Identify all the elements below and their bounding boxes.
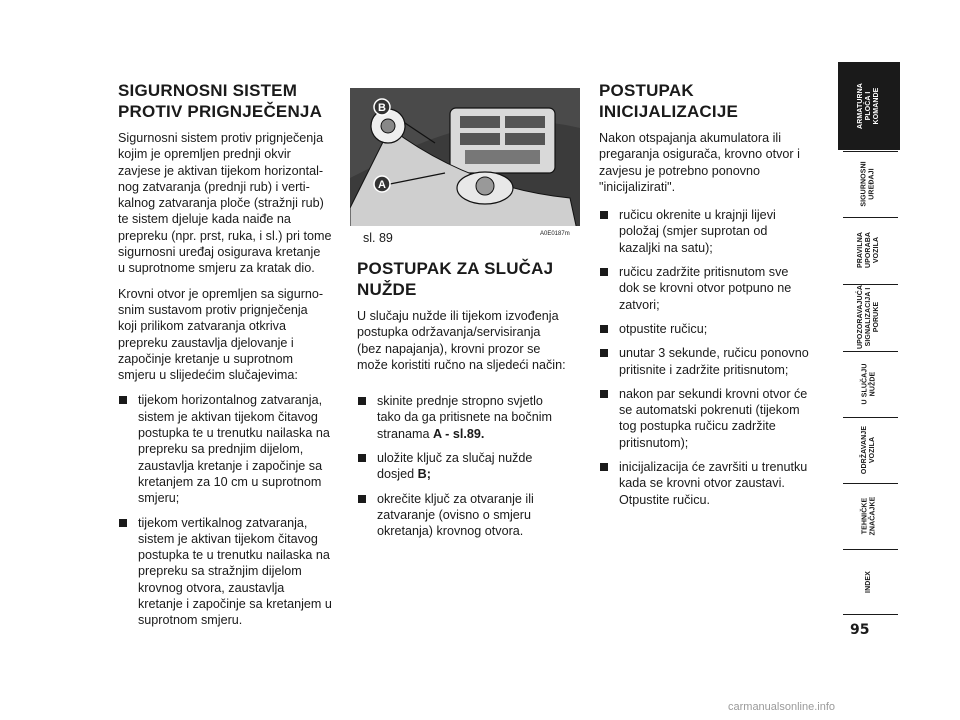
bullet-square-icon [357, 494, 366, 503]
callout-b: B [378, 102, 386, 114]
text-line: zavjese je aktivan tijekom horizontal- [118, 163, 324, 178]
bullet-line: otpustite ručicu; [619, 321, 708, 336]
sidebar-divider [843, 351, 898, 352]
sidebar-tab-label-line: PRAVILNA [857, 231, 864, 269]
bullet-line: prepreku sa stražnjim dijelom [138, 564, 302, 579]
bullet-line: tog postupka ručicu zadržite [619, 419, 776, 434]
bullet-square-icon [357, 396, 366, 405]
sidebar-tab-label [857, 83, 881, 129]
sidebar-tab[interactable] [838, 218, 900, 282]
sidebar-tab-label [857, 232, 881, 268]
sidebar-tab-label [857, 285, 881, 349]
bullet-line: kretanje i započinje sa kretanjem u [138, 597, 332, 612]
bullet-line: sistem je aktivan tijekom čitavog [138, 409, 318, 424]
text-line: prepreku zaustavlja djelovanje i [118, 335, 294, 350]
watermark: carmanualsonline.info [728, 701, 836, 713]
figure-code: A0E0187m [540, 231, 570, 237]
bullet-square-icon [599, 267, 608, 276]
sidebar-tab-label-line: UPORABA [865, 231, 872, 269]
text-line: započinje kretanje u suprotnom [118, 351, 294, 366]
sidebar-tab-label-line: TEHNIČKE [860, 497, 868, 535]
section-title-emergency [357, 258, 579, 300]
bullet-line [377, 466, 579, 482]
sidebar-tab-label-line: ODRŽAVANJE [860, 425, 868, 475]
bullet-line: postupka te u trenutku nailaska na [138, 426, 330, 441]
bullet-square-icon [118, 395, 127, 404]
column-anti-pinch [118, 80, 336, 637]
title-line: INICIJALIZACIJE [599, 102, 739, 121]
sidebar-divider [843, 217, 898, 218]
bullet-line: prepreku sa prednjim dijelom, [138, 442, 304, 457]
sidebar-tab-label-line: VOZILA [873, 236, 880, 264]
bullet-line: uložite ključ za slučaj nužde [377, 451, 533, 466]
page-number: 95 [850, 622, 870, 638]
sidebar-divider [843, 284, 898, 285]
sidebar-tab-label-line: VOZILA [868, 436, 876, 464]
bullet-line: ručicu okrenite u krajnji lijevi [619, 208, 776, 223]
title-line: PROTIV PRIGNJEČENJA [118, 102, 323, 121]
text-line: te sistem djeluje kada naiđe na [118, 212, 291, 227]
bullet-line: unutar 3 sekunde, ručicu ponovno [619, 346, 809, 361]
sidebar-tab-label-line: U SLUČAJU [861, 363, 868, 405]
bullet-item [599, 459, 817, 508]
callout-a: A [378, 179, 386, 191]
sidebar-tab[interactable] [838, 550, 900, 614]
sidebar-tab-label-line: SIGNALIZACIJA I [865, 287, 873, 347]
sidebar-tab-label-line: INDEX [865, 571, 872, 593]
title-line: POSTUPAK [599, 81, 694, 100]
sidebar-divider [843, 417, 898, 418]
column-initialization [599, 80, 817, 516]
sidebar-tab[interactable] [838, 152, 900, 216]
sidebar-tab-label [861, 364, 877, 405]
bullet-square-icon [599, 348, 608, 357]
bullet-item [599, 264, 817, 313]
bullet-line: pritisnutom); [619, 435, 689, 450]
text-line: smjeru u slijedećim slučajevima: [118, 368, 298, 383]
bullet-line [377, 426, 579, 442]
sidebar-divider [843, 483, 898, 484]
text-line: u suprotnome smjeru za kratak dio. [118, 261, 315, 276]
title-line: POSTUPAK ZA SLUČAJ [357, 259, 554, 278]
sidebar-tab-label [861, 497, 877, 536]
sidebar-divider [843, 614, 898, 615]
bullet-text: dosjed [377, 467, 418, 482]
sidebar-tab-label-line: ZNAČAJKE [868, 496, 876, 536]
text-line: koji prilikom zatvaranja otkriva [118, 319, 286, 334]
bullet-line: kretanjem za 10 cm u suprotnom [138, 474, 322, 489]
sidebar-tab[interactable] [838, 285, 900, 349]
sidebar-tab-label-line: SIGURNOSNI [861, 161, 868, 207]
title-line: SIGURNOSNI SISTEM [118, 81, 298, 100]
paragraph [118, 286, 336, 384]
text-line: (bez napajanja), krovni prozor se [357, 341, 541, 356]
text-line: Sigurnosni sistem protiv prignječenja [118, 131, 324, 145]
bullet-line: kazaljki na satu); [619, 240, 713, 255]
sidebar-tab-label-line: UREĐAJI [869, 168, 876, 200]
sidebar-tab-label [861, 161, 877, 206]
bullet-item [118, 515, 336, 629]
bullet-bold-ref: B; [417, 467, 431, 482]
sidebar-tab-label-line: KOMANDE [873, 87, 880, 125]
bullet-square-icon [599, 389, 608, 398]
bullet-square-icon [599, 462, 608, 471]
sidebar-tab-label-line: PORUKE [873, 301, 881, 333]
title-line: NUŽDE [357, 280, 417, 299]
bullet-item [118, 392, 336, 506]
bullet-item [357, 450, 579, 483]
text-line: kojim je opremljen prednji okvir [118, 147, 291, 162]
roof-console-illustration [350, 88, 580, 244]
paragraph [118, 130, 336, 277]
figure-caption: sl. 89 [363, 231, 393, 245]
bullet-line: zatvaranje (ovisno o smjeru [377, 507, 531, 522]
bullet-line: skinite prednje stropno svjetlo [377, 394, 543, 409]
bullet-line: krovnog otvora, zaustavlja [138, 580, 285, 595]
sidebar-tab-label-line: ARMATURNA [857, 83, 864, 129]
paragraph [357, 308, 579, 373]
bullet-item [599, 386, 817, 451]
bullet-line: okrečite ključ za otvaranje ili [377, 491, 534, 506]
text-line: snim sustavom protiv prignječenja [118, 302, 308, 317]
bullet-line: okretanja) krovnog otvora. [377, 524, 524, 539]
bullet-line: dok se krovni otvor potpuno ne [619, 281, 792, 296]
bullet-bold-ref: A - sl.89. [433, 426, 485, 441]
bullet-line: se automatski pokrenuti (tijekom [619, 403, 800, 418]
bullet-item [599, 321, 817, 337]
text-line: može koristiti ručno na sljedeći način: [357, 357, 566, 372]
sidebar-tab[interactable] [838, 352, 900, 416]
text-line: U slučaju nužde ili tijekom izvođenja [357, 309, 559, 323]
bullet-line: ručicu zadržite pritisnutom sve [619, 265, 789, 280]
column-emergency [357, 258, 579, 548]
bullet-line: smjeru; [138, 491, 180, 506]
section-title-anti-pinch [118, 80, 336, 122]
section-title-initialization [599, 80, 817, 122]
text-line: kalnog zatvaranja ploče (stražnji rub) [118, 196, 324, 211]
text-line: postupka održavanja/servisiranja [357, 325, 541, 340]
text-line: zavjesu je potrebno ponovno [599, 163, 761, 178]
bullet-line: inicijalizacija će završiti u trenutku [619, 460, 808, 475]
paragraph [599, 130, 817, 195]
bullet-line: zaustavlja kretanje i započinje sa [138, 458, 323, 473]
bullet-item [357, 393, 579, 442]
text-line: "inicijalizirati". [599, 179, 676, 194]
text-line: Krovni otvor je opremljen sa sigurno- [118, 286, 324, 301]
sidebar-tab-label-line: NUŽDE [869, 371, 876, 397]
bullet-line: suprotnom smjeru. [138, 613, 243, 628]
bullet-line: tijekom vertikalnog zatvaranja, [138, 515, 308, 530]
bullet-line: zatvori; [619, 297, 660, 312]
sidebar-divider [843, 151, 898, 152]
bullet-item [599, 345, 817, 378]
bullet-line: sistem je aktivan tijekom čitavog [138, 531, 318, 546]
bullet-line: nakon par sekundi krovni otvor će [619, 386, 808, 401]
bullet-text: stranama [377, 426, 433, 441]
bullet-line: postupka te u trenutku nailaska na [138, 548, 330, 563]
sidebar-tab-label [861, 426, 877, 474]
bullet-square-icon [118, 518, 127, 527]
sidebar-tab-label [865, 571, 873, 593]
bullet-line: tako da ga pritisnete na bočnim [377, 410, 553, 425]
bullet-square-icon [599, 210, 608, 219]
bullet-line: tijekom horizontalnog zatvaranja, [138, 393, 323, 408]
sidebar-tab[interactable] [838, 484, 900, 548]
sidebar-tab[interactable] [838, 418, 900, 482]
sidebar-divider [843, 549, 898, 550]
bullet-square-icon [357, 453, 366, 462]
text-line: nog zatvaranja (prednji rub) i verti- [118, 179, 310, 194]
figure-sl89 [350, 88, 580, 244]
sidebar-tab[interactable] [838, 62, 900, 150]
bullet-line: položaj (smjer suprotan od [619, 224, 768, 239]
bullet-item [599, 207, 817, 256]
bullet-item [357, 491, 579, 540]
bullet-line: kada se krovni otvor zaustavi. [619, 476, 785, 491]
bullet-line: Otpustite ručicu. [619, 492, 710, 507]
text-line: sigurnosni uređaj osigurava kretanje [118, 245, 321, 260]
text-line: prepreku (npr. prst, ruka, i sl.) pri tome [118, 228, 332, 243]
text-line: Nakon otspajanja akumulatora ili [599, 131, 782, 145]
bullet-square-icon [599, 324, 608, 333]
text-line: pregaranja osigurača, krovno otvor i [599, 147, 800, 162]
sidebar-tab-label-line: UPOZORAVAJUĆA [857, 284, 865, 350]
sidebar-tab-label-line: PLOČA I [865, 91, 872, 121]
bullet-line: pritisnite i zadržite pritisnutom; [619, 362, 789, 377]
